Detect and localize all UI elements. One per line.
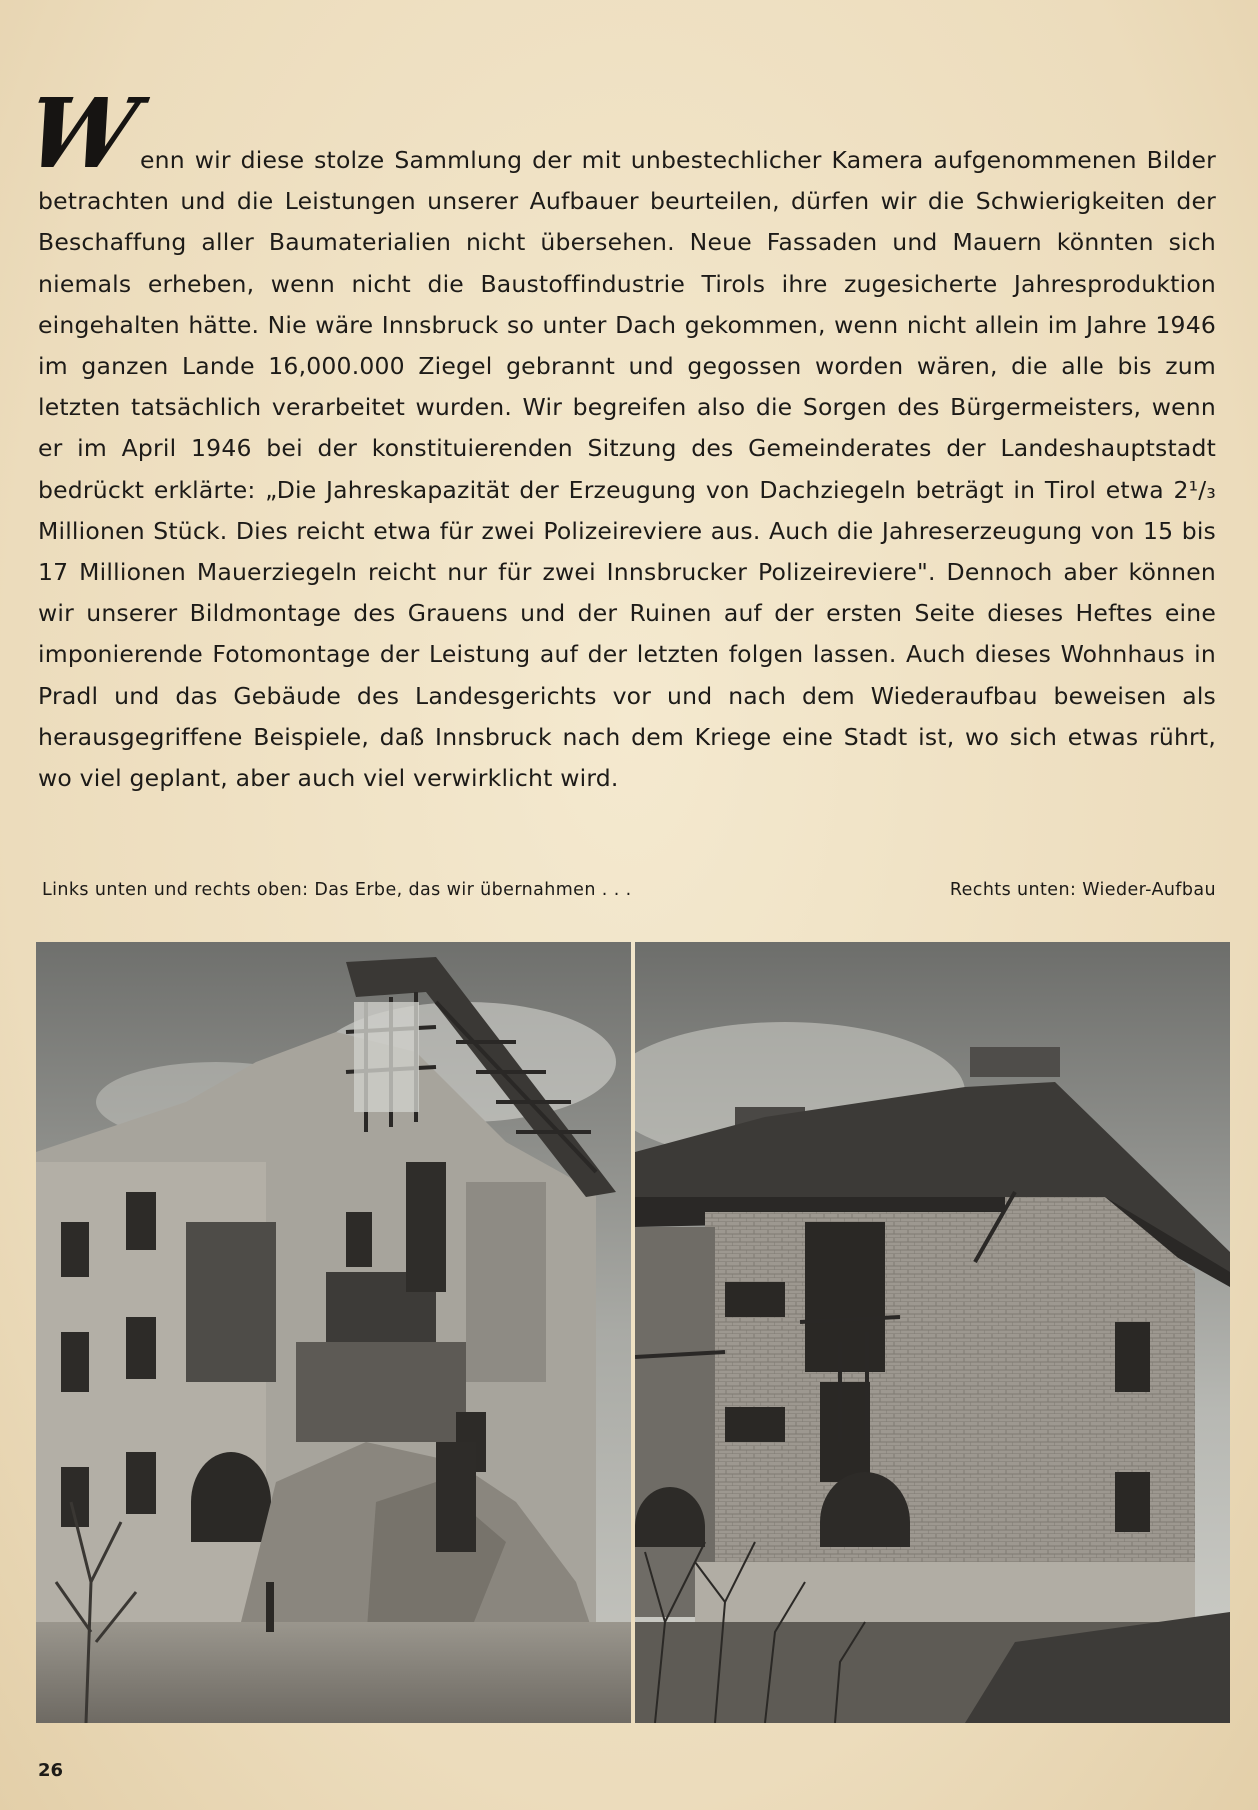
paragraph-text: enn wir diese stolze Sammlung der mit unbestechlicher Kamera aufgenommenen Bilder betrachten und die Leistungen unserer Aufbauer beurteilen, dürfen wir die Schwierigkeiten der Beschaffung aller Baumaterialien nicht übersehen. Neue Fassaden und Mauern könnten sich niemals erheben, wenn nicht die Baustoffindustrie Tirols ihre zugesicherte Jahresproduktion eingehalten hätte. Nie wäre Innsbruck so unter Dach gekommen, wenn nicht allein im Jahre 1946 im ganzen Lande 16,000.000 Ziegel gebrannt und gegossen worden wären, die alle bis zum letzten tatsächlich verarbeitet wurden. Wir begreifen also die Sorgen des Bürgermeisters, wenn er im April 1946 bei der konstituierenden Sitzung des Gemeinderates der Landeshauptstadt bedrückt erklärte: „Die Jahreskapazität der Erzeugung von Dachziegeln beträgt in Tirol etwa 2¹/₃ Millionen Stück. Dies reicht etwa für zwei Polizeireviere aus. Auch die Jahreserzeugung von 15 bis 17 Millionen Mauerziegeln reicht nur für zwei Innsbrucker Polizeireviere". Dennoch aber können wir unserer Bildmontage des Grauens und der Ruinen auf der ersten Seite dieses Heftes eine imponierende Fotomontage der Leistung auf der letzten folgen lassen. Auch dieses Wohnhaus in Pradl und das Gebäude des Landesgerichts vor und nach dem Wiederaufbau beweisen als herausgegriffene Beispiele, daß Innsbruck nach dem Kriege eine Stadt ist, wo sich etwas rührt, wo viel geplant, aber auch viel verwirklicht wird. — [38, 146, 1216, 793]
photo-rebuilt-building — [635, 942, 1230, 1723]
caption-right: Rechts unten: Wieder-Aufbau — [949, 880, 1216, 900]
page-number: 26 — [38, 1760, 64, 1781]
drop-cap: W — [18, 77, 147, 190]
damaged-building-illustration — [36, 942, 631, 1723]
caption-left: Links unten und rechts oben: Das Erbe, das wir übernahmen . . . — [42, 880, 632, 900]
rebuilt-building-illustration — [635, 942, 1230, 1723]
photo-damaged-building — [36, 942, 631, 1723]
body-paragraph — [18, 77, 1216, 799]
